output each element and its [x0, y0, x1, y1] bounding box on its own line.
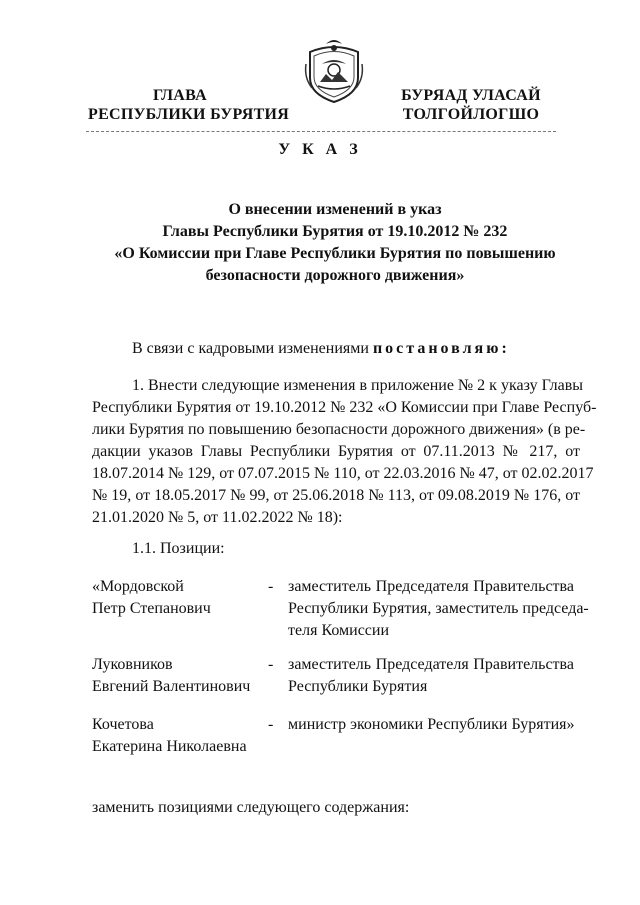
coat-of-arms-emblem — [302, 34, 366, 104]
header-right — [396, 86, 546, 124]
paragraph-line: 21.01.2020 № 5, от 11.02.2022 № 18): — [92, 509, 343, 526]
role-line: министр экономики Республики Бурятия» — [288, 716, 575, 733]
name-line: Кочетова — [92, 716, 154, 733]
header-right-line: ТОЛГОЙЛОГШО — [402, 106, 540, 123]
person-name — [92, 714, 272, 758]
role-line: заместитель Председателя Правительства — [288, 656, 574, 673]
person-role — [288, 654, 574, 698]
header-right-line: БУРЯАД УЛАСАЙ — [401, 87, 541, 104]
paragraph-line: № 19, от 18.05.2017 № 99, от 25.06.2018 № 113, от 09.08.2019 № 176, от — [92, 487, 580, 504]
header-left-line: РЕСПУБЛИКИ БУРЯТИЯ — [88, 106, 290, 123]
paragraph-line: 18.07.2014 № 129, от 07.07.2015 № 110, от 22.03.2016 № 47, от 02.02.2017 — [92, 465, 594, 482]
paragraph-1-1: 1.1. Позиции: — [132, 540, 225, 557]
paragraph-line: лики Бурятия по повышению безопасности дорожного движения» (в ре- — [92, 421, 586, 438]
role-line: Республики Бурятия, заместитель председа- — [288, 600, 589, 617]
person-role — [288, 714, 574, 736]
document-type: У К А З — [278, 141, 362, 158]
name-line: Луковников — [92, 656, 173, 673]
closing-line: заменить позициями следующего содержания: — [92, 799, 410, 816]
title-line: «О Комиссии при Главе Республики Бурятия по повышению — [114, 245, 556, 262]
dash-separator: - — [268, 716, 274, 733]
intro-decree-word: постановляю: — [372, 340, 510, 357]
header-left — [88, 86, 290, 124]
title-line: Главы Республики Бурятия от 19.10.2012 № 232 — [162, 223, 508, 240]
intro-paragraph — [132, 338, 620, 360]
intro-text: В связи с кадровыми изменениями — [132, 340, 373, 357]
paragraph-1 — [92, 375, 597, 529]
role-line: заместитель Председателя Правительства — [288, 578, 574, 595]
role-line: Республики Бурятия — [288, 678, 428, 695]
name-line: «Мордовской — [92, 578, 184, 595]
header-left-line: ГЛАВА — [153, 87, 207, 104]
person-name — [92, 576, 272, 620]
role-line: теля Комиссии — [288, 622, 390, 639]
paragraph-line: Республики Бурятия от 19.10.2012 № 232 «О Комиссии при Главе Респуб- — [92, 399, 597, 416]
title-line: О внесении изменений в указ — [228, 201, 442, 218]
paragraph-line: 1. Внести следующие изменения в приложение № 2 к указу Главы — [132, 377, 584, 394]
dash-separator: - — [268, 656, 274, 673]
paragraph-line: дакции указов Главы Республики Бурятия от 07.11.2013 № 217, от — [92, 443, 580, 460]
person-role — [288, 576, 589, 642]
name-line: Екатерина Николаевна — [92, 738, 247, 755]
title-line: безопасности дорожного движения» — [205, 267, 465, 284]
name-line: Петр Степанович — [92, 600, 211, 617]
header-divider — [86, 131, 556, 132]
person-name — [92, 654, 272, 698]
document-title — [100, 199, 570, 287]
dash-separator: - — [268, 578, 274, 595]
name-line: Евгений Валентинович — [92, 678, 251, 695]
